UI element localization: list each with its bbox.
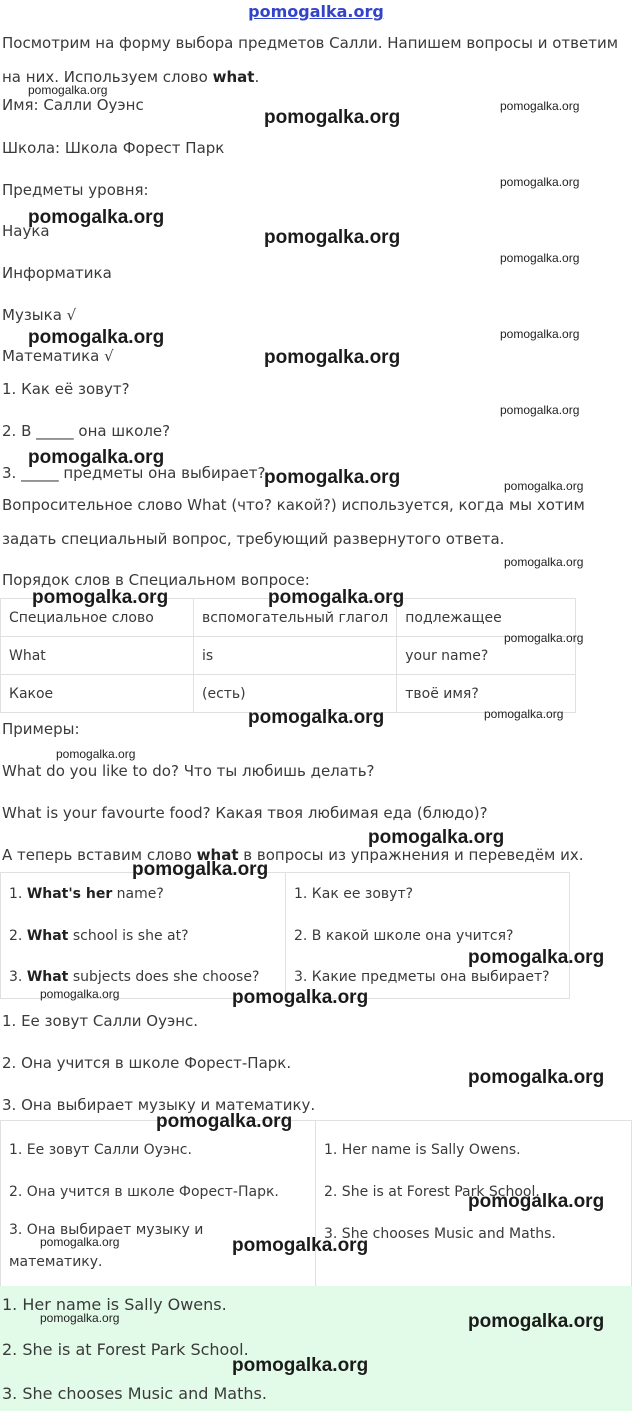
watermark: pomogalka.org xyxy=(232,1235,369,1256)
table-cell: (есть) xyxy=(194,675,397,713)
answer-en-cell-line: 3. She chooses Music and Maths. xyxy=(324,1226,556,1242)
watermark: pomogalka.org xyxy=(28,447,165,468)
watermark: pomogalka.org xyxy=(484,707,564,721)
question-item: 2. В _____ она школе? xyxy=(2,422,171,440)
form-school: Школа: Школа Форест Парк xyxy=(2,139,225,157)
explanation-paragraph: Вопросительное слово What (что? какой?) используется, когда мы хотим задать специальный вопрос, требующий развернутого ответа. xyxy=(2,496,585,548)
insert-text-end: в вопросы из упражнения и переведём их. xyxy=(238,846,584,864)
watermark: pomogalka.org xyxy=(40,1311,120,1325)
word-order-table xyxy=(0,598,576,713)
examples-label: Примеры: xyxy=(2,720,80,738)
watermark: pomogalka.org xyxy=(500,327,580,341)
watermark: pomogalka.org xyxy=(504,631,584,645)
table-cell: подлежащее xyxy=(397,599,576,637)
answer-ru: 2. Она учится в школе Форест-Парк. xyxy=(2,1054,292,1072)
answer-en-cell-line: 2. She is at Forest Park School. xyxy=(324,1184,540,1200)
table-cell: 1. Как ее зовут? xyxy=(286,873,570,915)
watermark: pomogalka.org xyxy=(28,207,165,228)
watermark: pomogalka.org xyxy=(56,747,136,761)
subject-item: Математика √ xyxy=(2,347,114,365)
watermark: pomogalka.org xyxy=(132,859,269,880)
qa-table xyxy=(0,872,570,999)
site-title[interactable]: pomogalka.org xyxy=(248,2,384,21)
subject-item: Информатика xyxy=(2,264,112,282)
subject-item: Наука xyxy=(2,222,50,240)
watermark: pomogalka.org xyxy=(28,83,108,97)
watermark: pomogalka.org xyxy=(232,1355,369,1376)
watermark: pomogalka.org xyxy=(468,1067,605,1088)
question-item: 3. _____ предметы она выбирает? xyxy=(2,464,266,482)
watermark: pomogalka.org xyxy=(264,107,401,128)
watermark: pomogalka.org xyxy=(28,327,165,348)
table-cell: Какое xyxy=(1,675,194,713)
table-row xyxy=(1,637,576,675)
qa-num: 2. xyxy=(9,927,27,944)
intro-text-end: . xyxy=(254,68,260,86)
answer-ru-cell-line: 3. Она выбирает музыку и xyxy=(9,1222,204,1238)
table-cell xyxy=(1,1121,316,1287)
table-cell xyxy=(1,915,286,957)
subject-item: Музыка √ xyxy=(2,306,77,324)
final-answer: 2. She is at Forest Park School. xyxy=(2,1340,249,1359)
watermark: pomogalka.org xyxy=(264,347,401,368)
insert-text: А теперь вставим слово xyxy=(2,846,197,864)
table-cell: is xyxy=(194,637,397,675)
table-cell: вспомогательный глагол xyxy=(194,599,397,637)
watermark: pomogalka.org xyxy=(500,251,580,265)
qa-bold: What xyxy=(26,969,69,986)
table-row xyxy=(1,873,570,915)
watermark: pomogalka.org xyxy=(156,1111,293,1132)
final-answer: 1. Her name is Sally Owens. xyxy=(2,1295,227,1314)
answer-ru-cell-line: 2. Она учится в школе Форест-Парк. xyxy=(9,1184,279,1200)
form-subjects-label: Предметы уровня: xyxy=(2,181,149,199)
watermark: pomogalka.org xyxy=(500,403,580,417)
example-item: What do you like to do? Что ты любишь делать? xyxy=(2,762,375,780)
qa-num: 3. xyxy=(9,969,27,986)
watermark: pomogalka.org xyxy=(368,827,505,848)
answer-en-cell-line: 1. Her name is Sally Owens. xyxy=(324,1142,521,1158)
table-cell: What xyxy=(1,637,194,675)
answer-ru: 1. Ее зовут Салли Оуэнс. xyxy=(2,1012,199,1030)
watermark: pomogalka.org xyxy=(468,947,605,968)
qa-rest: name? xyxy=(112,885,164,902)
table-cell: 2. В какой школе она учится? xyxy=(286,915,570,957)
watermark: pomogalka.org xyxy=(504,479,584,493)
qa-rest: school is she at? xyxy=(68,927,189,944)
insert-bold-word: what xyxy=(196,846,239,864)
watermark: pomogalka.org xyxy=(248,707,385,728)
watermark: pomogalka.org xyxy=(468,1191,605,1212)
watermark: pomogalka.org xyxy=(232,987,369,1008)
table-cell: 3. Какие предметы она выбирает? xyxy=(286,957,570,999)
form-name: Имя: Салли Оуэнс xyxy=(2,96,144,114)
qa-rest: subjects does she choose? xyxy=(68,969,260,986)
watermark: pomogalka.org xyxy=(500,99,580,113)
watermark: pomogalka.org xyxy=(264,467,401,488)
answer-ru-cell-line: 1. Ее зовут Салли Оуэнс. xyxy=(9,1142,192,1158)
qa-bold: What's her xyxy=(26,885,113,902)
intro-text: Посмотрим на форму выбора предметов Салли. Напишем вопросы и ответим на них. Используем слово xyxy=(2,34,619,86)
watermark: pomogalka.org xyxy=(268,587,405,608)
watermark: pomogalka.org xyxy=(504,555,584,569)
table-cell: your name? xyxy=(397,637,576,675)
final-answer: 3. She chooses Music and Maths. xyxy=(2,1384,267,1403)
answer-ru: 3. Она выбирает музыку и математику. xyxy=(2,1096,316,1114)
table-cell: Специальное слово xyxy=(1,599,194,637)
word-order-title: Порядок слов в Специальном вопросе: xyxy=(2,571,310,589)
example-item: What is your favourte food? Какая твоя любимая еда (блюдо)? xyxy=(2,804,488,822)
watermark: pomogalka.org xyxy=(500,175,580,189)
qa-bold: What xyxy=(26,927,69,944)
watermark: pomogalka.org xyxy=(40,1235,120,1249)
intro-bold-word: what xyxy=(212,68,255,86)
watermark: pomogalka.org xyxy=(264,227,401,248)
watermark: pomogalka.org xyxy=(32,587,169,608)
question-item: 1. Как её зовут? xyxy=(2,380,130,398)
watermark: pomogalka.org xyxy=(468,1311,605,1332)
qa-num: 1. xyxy=(9,885,27,902)
answer-ru-cell-line: математику. xyxy=(9,1254,103,1270)
watermark: pomogalka.org xyxy=(40,987,120,1001)
table-cell: твоё имя? xyxy=(397,675,576,713)
